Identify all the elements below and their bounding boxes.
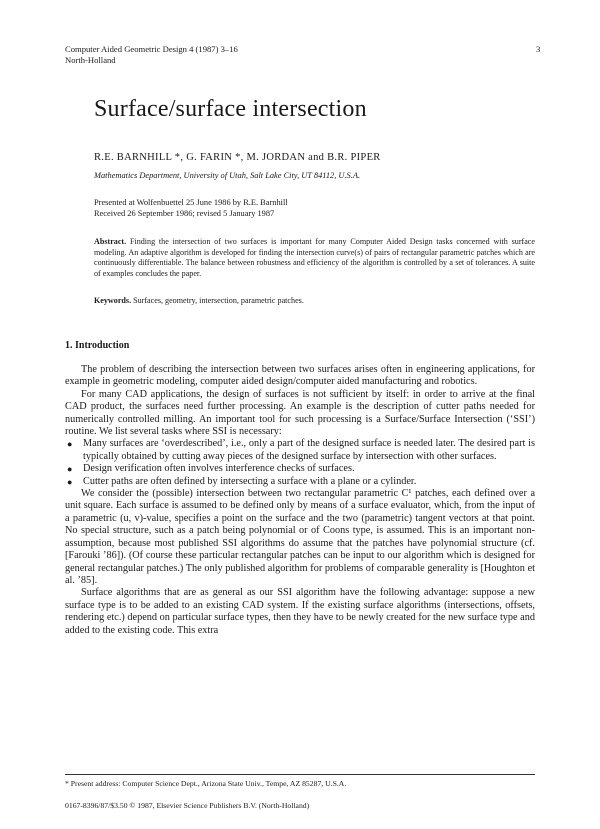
footnote: * Present address: Computer Science Dept., Arizona State Univ., Tempe, AZ 85287, U.S.A.: [65, 779, 347, 788]
footnote-divider: [65, 774, 535, 775]
abstract-label: Abstract.: [94, 237, 127, 246]
section-heading: 1. Introduction: [65, 340, 130, 351]
bullet-item: [65, 463, 535, 475]
copyright-footer: 0167-8396/87/$3.50 © 1987, Elsevier Science Publishers B.V. (North-Holland): [65, 801, 310, 810]
bullet-text: Many surfaces are ‘overdescribed’, i.e., only a part of the designed surface is needed later. The desired part is typically obtained by cutting away pieces of the designed surface by intersection with other surfaces.: [83, 438, 535, 462]
journal-header: [65, 44, 238, 66]
bullet-icon: ●: [67, 464, 73, 475]
paragraph: We consider the (possible) intersection between two rectangular parametric C¹ patches, each defined over a unit square. Each surface is assumed to be defined only by means of a surface evaluator, which, from the input of a parametric (u, v)-value, specifies a point on the surface and the two (parametric) tangent vectors at that point. No special structure, such as a patch being polynomial or of Coons type, is assumed. This is an important non-assumption, because most published SSI algorithms do assume that the patches have polynomial structure (cf. [Farouki ’86]). (Of course these particular rectangular patches can be input to our algorithm which is designed for general rectangular patches.) The only published algorithm for problems of comparable generality is [Houghton et al. ’85].: [65, 488, 535, 586]
bullet-item: [65, 438, 535, 463]
paper-title: Surface/surface intersection: [94, 96, 367, 122]
bullet-icon: ●: [67, 476, 73, 487]
submission-dates: [94, 197, 288, 219]
page-number: 3: [536, 44, 541, 54]
bullet-item: [65, 476, 535, 488]
paragraph: Surface algorithms that are as general as our SSI algorithm have the following advantage: suppose a new surface type is to be added to an existing CAD system. If the existing surface algorithms (intersections, offsets, rendering etc.) depend on particular surface types, then they have to be newly created for the new surface type and added to the existing code. This extra: [65, 587, 535, 636]
bullet-icon: ●: [67, 439, 73, 450]
paragraph: The problem of describing the intersection between two surfaces arises often in engineering applications, for example in geometric modeling, computer aided design/computer aided manufacturing and robotics.: [65, 364, 535, 388]
bullet-text: Cutter paths are often defined by intersecting a surface with a plane or a cylinder.: [83, 475, 417, 487]
author-list: R.E. BARNHILL *, G. FARIN *, M. JORDAN and B.R. PIPER: [94, 152, 381, 163]
keywords-text: Surfaces, geometry, intersection, parametric patches.: [131, 296, 304, 305]
presented-date: Presented at Wolfenbuettel 25 June 1986 by R.E. Barnhill: [94, 198, 288, 207]
publisher-name: North-Holland: [65, 55, 116, 65]
bullet-text: Design verification often involves interference checks of surfaces.: [83, 463, 355, 475]
journal-citation: Computer Aided Geometric Design 4 (1987) 3–16: [65, 44, 238, 54]
abstract-text: Finding the intersection of two surfaces is important for many Computer Aided Design tasks concerned with surface modeling. An adaptive algorithm is developed for finding the intersection curve(s) of pairs of rectangular parametric patches which are continuously differentiable. The balance between robustness and efficiency of the algorithm is controlled by a set of tolerances. A suite of examples concludes the paper.: [94, 237, 535, 278]
abstract: [94, 237, 535, 279]
keywords: [94, 296, 535, 307]
paragraph: For many CAD applications, the design of surfaces is not sufficient by itself: in order to arrive at the final CAD product, the surfaces need further processing. An example is the description of cutter paths needed for numerically controlled milling. An important tool for such processing is a Surface/Surface Intersection (‘SSI’) routine. We list several tasks where SSI is necessary:: [65, 388, 535, 438]
received-date: Received 26 September 1986; revised 5 January 1987: [94, 209, 275, 218]
keywords-label: Keywords.: [94, 296, 132, 305]
affiliation: Mathematics Department, University of Utah, Salt Lake City, UT 84112, U.S.A.: [94, 171, 361, 180]
section-body: [65, 364, 535, 637]
